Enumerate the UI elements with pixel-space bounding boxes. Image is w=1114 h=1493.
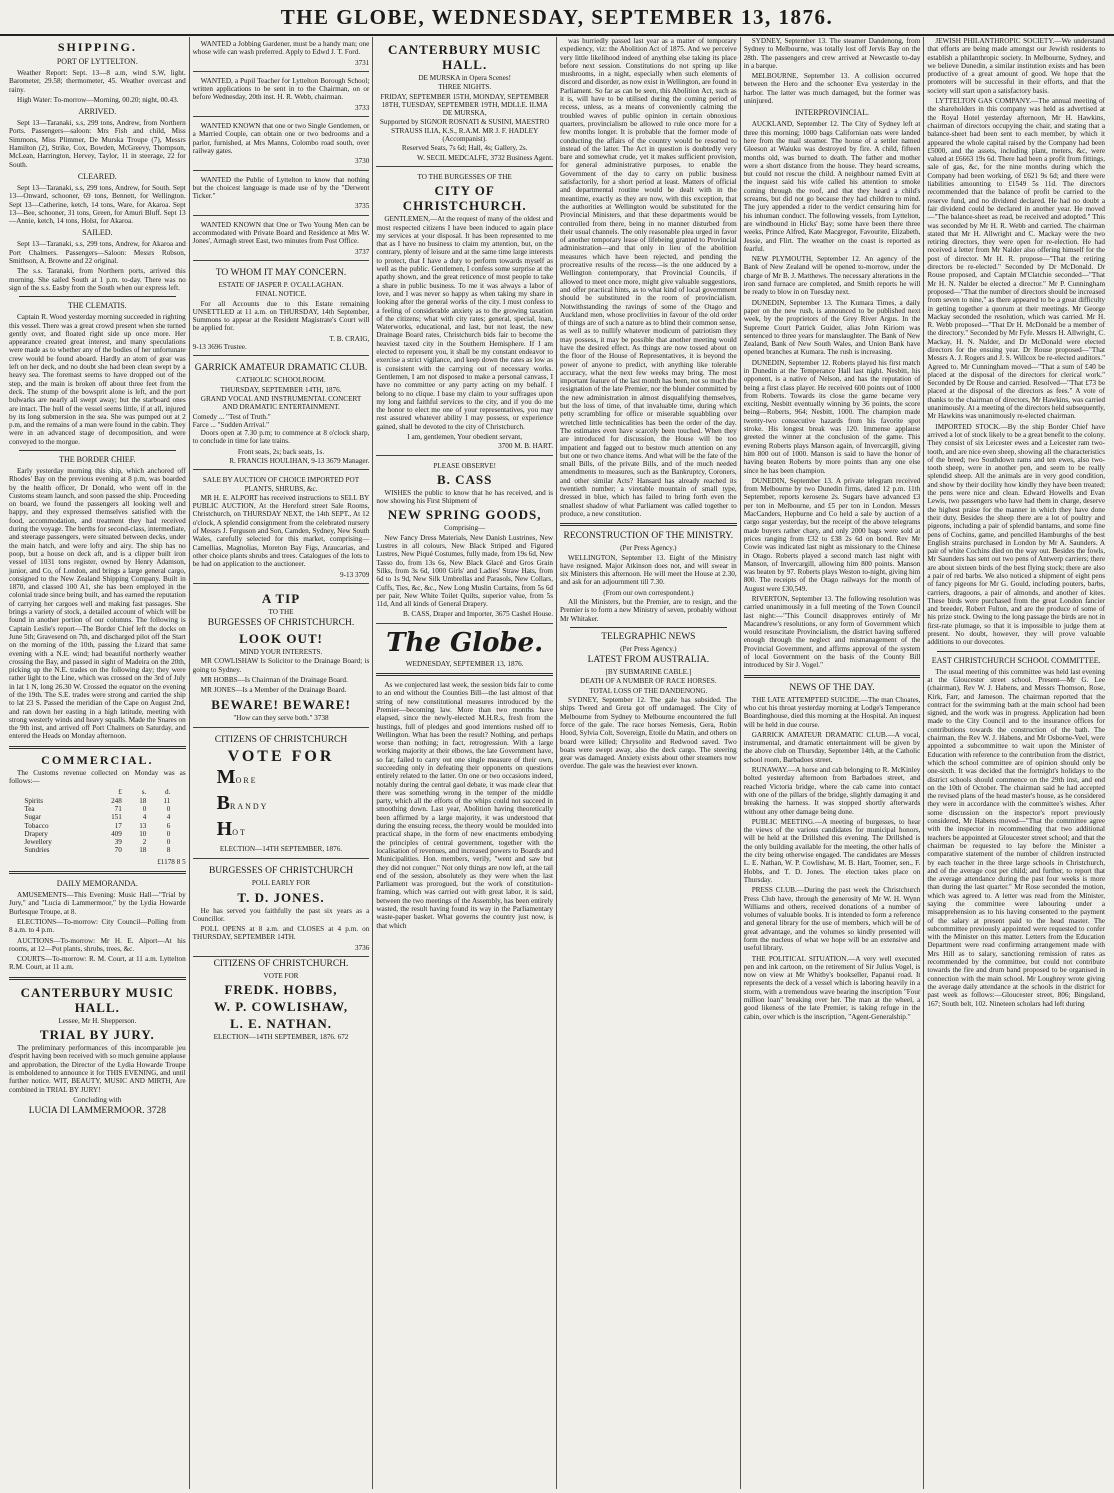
border-chief-heading: THE BORDER CHIEF. [59,454,136,464]
customs-total: £1178 8 5 [157,857,186,866]
loss-dandenong: TOTAL LOSS OF THE DANDENONG. [589,686,708,695]
row-pounds: 409 [111,829,122,838]
table-header-cell: s. [141,788,147,797]
row-pence: 0 [166,838,171,847]
auction-number: 9-13 3709 [339,570,370,579]
row-label: Jewellery [24,838,52,847]
vote-for: VOTE FOR [227,747,335,765]
sailed-text: Sept 13—Taranaki, s.s, 299 tons, Andrew, for Akaroa and Port Chalmers. Passengers—Saloon: Messrs Robson, Smithson, A. Browne and 22 original. [9,240,186,266]
arrived-text: Sept 13—Taranaki, s.s, 299 tons, Andrew, from Northern Ports. Passengers—saloon: Mrs Fish and child, Miss Simmons, Miss Plimmer, De Murska Troupe (7), Messrs Hamilton (2), Strike, Cox, Bowden, McGreevy, Thompson, McLean, Harrington, Hervey, Taylor, 11 in steerage, 22 for South. [9,119,186,169]
own-correspondent: (From our own correspondent.) [603,588,694,597]
sailed-heading: SAILED. [82,228,113,238]
polls-open: POLL OPENS at 8 a.m. and CLOSES at 4 p.m. on THURSDAY, SEPTEMBER 14TH. [192,925,370,942]
letter-close: I am, gentlemen, Your obedient servant, [407,432,523,441]
news-runaway: RUNAWAY.—A horse and cab belonging to R. McKinley bolted yesterday afternoon from Barbadoes street, and reached Victoria bridge, where the cab came into contact with one of the pillars of the bridge, slightly damaging it and breaking the harness. It was stopped shortly afterwards without any other damage being done. [743,766,921,816]
advert-estate [193,263,370,356]
column-4 [557,37,741,1489]
row-label: Tobacco [24,821,49,830]
latest-australia: LATEST FROM AUSTRALIA. [587,655,710,666]
advert-hart-letter [376,169,553,456]
memo-elections: ELECTIONS—To-morrow: City Council—Polling from 8 a.m. to 4 p.m. [9,917,186,935]
hall-seats: Reserved Seats, 7s 6d; Hall, 4s; Gallery, 2s. [401,144,528,153]
column-2 [190,37,374,1489]
tip-title: A TIP [261,590,301,606]
candidate-nathan: L. E. NATHAN. [230,1016,332,1032]
garrick-date: THURSDAY, SEPTEMBER 14TH, 1876. [220,385,342,394]
table-header-cell [22,788,91,796]
advert-tip [193,586,370,728]
acrostic-letter: H [216,817,233,840]
advert-text: WANTED KNOWN that One or Two Young Men can be accommodated with Private Board and Residence at Mrs W. Jones', Armagh street East, two minutes from Post Office. [192,220,370,246]
interprovincial-heading: INTERPROVINCIAL. [795,108,870,118]
tip-jones: MR JONES—Is a Member of the Drainage Board. [200,686,347,695]
hall-title: CANTERBURY MUSIC HALL. [387,42,542,72]
cass-sign: B. CASS, Draper and Importer, 3675 Cashel House. [402,610,554,619]
news-suicide: THE LATE ATTEMPTED SUICIDE.—The man Choates, who cut his throat yesterday morning at Lodge's Temperance Boardinghouse, died this morning at the Hospital. An inquest will be held in due course. [743,695,921,729]
shipping-note: The s.s. Taranaki, from Northern ports, arrived this morning. She sailed South at 1 p.m. to-day. There was no sign of the s.s. Easby from the South when our express left. [9,267,186,292]
cass-name: B. CASS [436,471,493,487]
letter-sign: 3700 M. B. HART. [498,442,554,451]
garrick-comedy: Comedy ... "Test of Truth." [192,412,271,421]
double-rule [744,675,921,678]
row-pounds: 71 [114,804,122,813]
newspaper-columns [6,37,1108,1489]
hall-support: Supported by SIGNOR ROSNATI & SUSINI, MAESTRO STRAUSS ILIA, K.S., R.A.M. MR J. F. HADLEY (Accompanist). [379,118,550,144]
hall-sub: DE MURSKA in Opera Scenes! [418,74,511,82]
acrostic-word: RANDY [230,801,269,811]
lookout: LOOK OUT! [239,631,323,647]
row-pounds: 151 [111,813,122,822]
row-shillings: 18 [139,796,147,805]
advert-gardener [193,37,370,72]
candidate-jones: T. D. JONES. [237,889,325,905]
hall-nights: THREE NIGHTS. [438,83,492,92]
masthead [0,0,1114,36]
table-row [22,822,172,830]
garrick-seats: Front seats, 2s; back seats, 1s. [237,447,325,456]
row-shillings: 4 [142,813,147,822]
advert-jones [193,861,370,957]
row-label: Sugar [24,813,42,822]
memo-courts: COURTS—To-morrow: R. M. Court, at 11 a.m. Lyttelton R.M. Court, at 11 a.m. [9,955,186,972]
acrostic-letter: M [216,765,236,788]
election-date: ELECTION—14TH SEPTEMBER, 1876. [219,844,343,853]
row-pence: 0 [166,829,171,838]
table-header-cell: £ [118,788,122,797]
cleared-text: Sept 13—Taranaki, s.s, 299 tons, Andrew, for South. Sept 13—Onward, schooner, 69 tons, Bennett, for Wellington. Sept 13—Catherine, ketch, 14 tons, Ware, for Akaroa. Sept 13—Bee, schooner, 31 tons, Green, for Amuri Bluff. Sept 13—Annie, ketch, 14 tons, Holst, for Akaroa. [9,183,186,226]
auction-title: SALE BY AUCTION OF CHOICE IMPORTED POT PLANTS, SHRUBS, &c. [202,476,360,493]
acrostic-letter: B [216,791,231,814]
row-pounds: 17 [114,821,122,830]
beware: BEWARE! BEWARE! [211,696,351,712]
leader-text: As we conjectured last week, the session bids fair to come to an end without the Counties Bill—the last almost of that string of new constitutional measures introduced by the Premier—becoming law. More than two months have elapsed, since the newly-elected M.H.R.s, fresh from the hustings, full of pledges and good intentions rushed off to Wellington. What has been the result? Nothing, and perhaps worse than nothing; in fact, retrogression. With a large working majority at their elbows, the late Government have, so far, failed to carry out one single measure of their own, succeeding only in defeating their opponents on questions entirely related to the latter. On one or two occasions indeed, notably during the central gaol debate, it was made clear that there was something wrong in the temper of the middle party, which all the efforts of the whips could not succeed in smoothing down. Last year, Abolition having theoretically been affirmed by a large majority, it was understood that during the ensuing recess, the theory would be moulded into practical shape, in the form of new enactments embodying the principles of central government, together with the localisation of revenues, and increased powers to Boards and Municipalities. Hon. members, verily, "went and saw but they did not conquer." Not only things are now left, at the tail end of the session, absolutely as they were when the last Parliament was prorogued, but the work of constitution-framing, which was carried out with great labor, it is said, between the two meetings of the Assembly, has been entirely wasted, the result having found its way in the Parliamentary waste-paper basket. What governs the country just now, is that which [376,681,554,930]
advert-board [193,218,370,261]
news-political: THE POLITICAL SITUATION.—A very well executed pen and ink cartoon, on the retirement of Sir Julius Vogel, is now on view at Mr Whitby's bookseller, Papanui road. It represents the deck of a vessel which is laboring heavily in a storm, with a tremendous wave bearing the inscription "Four million loan" breaking over her. The man at the wheel, a good likeness of the late Premier, is taking refuge in the cabin, over which is the inscription, "Agent-Generalship." [743,954,921,1021]
leader-continued: was hurriedly passed last year as a matter of temporary expediency, viz: the Abolition Act of 1875. And we perceive very little likelihood indeed of anything else taking its place before next session. Constitutions do not spring up like mushrooms, in a night, especially when such elements of discord and disorder, as now exist in Wellington, are found in Parliament. So far as can be seen, this Abolition Act, such as it is, will have to be utilised during the coming period of recess, unless, as a means of conveniently calming the troubled waves of public opinion in certain obnoxious quarters, provincialism be allowed to rule once more for a few months longer. It is probable that the former mode of conducting the affairs of the country would be resorted to instead of the latter. The Act in question is doubtedly very bare and somewhat crude, yet it makes sufficient provision, for general administrative purposes, to enable the Government of the day to carry on public business satisfactorily, for a short period at least. Matters of official and departmental routine would be dealt with in the meantime, exactly as they are now, with this exception, that the authorities at Wellington would be substituted for the Provincial Ministers, and that these departments would be controlled from there, being in no manner disturbed from their usual channels. The only reasonable plea urged in favor of another temporary lease of lifebeing granted to Provincial administration—and that only in lieu of the abolition measures which have been rejected, and pending the procreative results of the recess—is the one adduced by a Wellington contemporary, that Provincial Councils, if allowed to meet once more, might give valuable suggestions, and offer practical hints, as to what kind of local government should be substituted in the room of provincialism. Notwithstanding the ravings of some of the Otago and Auckland men, whose proclivities in favour of the old order of things are of such a nature as to blind their common sense, as well as to nullify whatever modicum of patriotism they may possess, it may be possible that another meeting would have the desired effect. As things are now tossed about on the floor of the House of Representatives, it is beyond the power of anyone to predict, with anything like tolerable accuracy, what the next few weeks may bring. The most important feature of the last month has been, not so much the resignation of the late Premier, nor the blunder committed by the new administration in almost disqualifying themselves, but the loss of time, of that invaluable time, during which petty scrambling for office or miserable squabbling over wretched little technicalities has been the order of the day. The estimates even have scarcely been touched. When they are introduced for discussion, the House will be too impatient and fagged out to bestow much attention on any but one or two chance items. And what will be the fate of the small Bills, of the private Bills, and of the much needed amendments to measures, such as the Bankruptcy, Coroners, and other similar Acts? Hansard has already reached its twentieth number; a viretable mountain of small type, dressed in blue, which has failed to bring forth even the smallest shadow of what Parliament was called together to produce, a new constitution. [560,37,737,518]
column-6 [924,37,1108,1489]
advert-de-murska [376,37,553,167]
garrick-place: CATHOLIC SCHOOLROOM. [236,376,326,385]
row-shillings: 13 [139,821,147,830]
school-committee-text: The usual meeting of this committee was held last evening at the Gloucester street school. Present—Mr G. Lee (chairman), Rev W. J. Habens, and Messrs Thomson, Rose, Kirk, Farr, and Jameson. The chairman reported that the contract for the swimming bath at the main school had been signed, and the work was in progress. Application had been made to the City Council and to the insurance offices for contributions towards the construction of the bath. The chairman, the Rev W. J. Habens, and Mr Osborne-Veel, were appointed a subcommittee to wait upon the Minister of Education with reference to the contribution from the district, which the school committee are of opinion should only be one-sixth. It was decided that the fortnight's holidays to the district schools should commence on the 29th inst, and end on the 10th of October. The chairman said he had accepted the revised plans of the head master's house, as he considered they were in accordance with the committee's wishes. After some discussion on the inspector's report previously considered, Mr Habens moved—"That the committee agree with the inspector in recommending that two additional teachers be appointed at Gloucester street school; and that the chairman be requested to lay before the Minister a comparative statement of the number of children instructed by each teacher in the three large schools in Christchurch, and of the average cost per child; and further, to report that the average attendance during the past four weeks is more than during the last quarter." Mr Rose seconded the motion, which was agreed to. A letter was read from the Minister, saying the committee were labouring under a misapprehension as to his having consented to the payment of the salary at present paid to the head master. The subcommittee previously appointed were requested to confer with the Minister on this matter. Letters from the Education Department were read confirming arrangement made with Mrs Hill as to salary, sanctioning remission of rates as recommended by the committee, but could not contribute towards the fire and drum band proposed to be organised in connection with the main school. Mr Loughrey wrote giving the average daily attendance at the schools in the district for past week as follows:—Gloucester street, 806; Bingsland, 167; South belt, 102. Nineteen scholars had left during [927,667,1106,1008]
globe-title: The Globe. [386,627,544,658]
advert-number: 3737 [354,247,370,256]
estate-name: ESTATE OF JASPER P. O'CALLAGHAN. [218,280,344,289]
row-pounds: 70 [114,846,122,855]
music-hall-lessee: Lessee, Mr H. Shepperson. [58,1016,137,1025]
goods-list: New Fancy Dress Materials, New Danish Lustrines, New Lustres in all colours, New Black Striped and Figured Lustres, New Piqué Costumes, fully made, from 19s 6d, New Tasso do, from 13s 6s, New Black Glacé and Gros Grain Silks, from 3s 6d, 1000 Girls' and Ladies' Straw Hats, from 6d to 1s 9d, New Silk Umbrellas and Parasols, New Collars, Cuffs, Ties, &c, &c., New Long Muslin Curtains, from 5s 6d per pair, New White Toilet Quilts, superior value, from 5s 11d, And all kinds of General Drapery. [376,533,554,609]
row-shillings: 10 [139,829,147,838]
divider [937,651,1095,652]
clematis-text: Captain R. Wood yesterday morning succeeded in righting this vessel. There was a great crowd present when she turned gently over, and floated right side up once more. Her appearance created great interest, and many speculations were made as to whether any of the bodies of her unfortunate crew would be found aboard. Hardly an atom of gear was left on her deck, and no doubt she had been clean swept by a heavy sea. The foremast seems to have dropped out of the step, and the main is broken off about three feet from the deck. The stump of the bowsprit alone is left, and the port bulwarks are nearly all swept away; but the starboard ones are intact. The hull of the vessel seems little, if at all, injured by its long submersion in the sea. She was pumped out at 2 p.m, and the remains of a man were found in the cabin. They were in an advanced stage of decomposition, and were conveyed to the morgue. [9,313,186,446]
table-row [22,813,172,821]
submarine-cable: [BY SUBMARINE CABLE.] [605,668,692,677]
advert-text: WANTED a Jobbing Gardener, must be a handy man; one whose wife can wash preferred. Apply to Edwd J. T. Ford. [192,40,370,57]
burgesses-heading: BURGESSES OF CHRISTCHURCH [208,866,354,877]
row-label: Spirits [24,796,44,805]
hall-dates: FRIDAY, SEPTEMBER 15TH, MONDAY, SEPTEMBER 18TH, TUESDAY, SEPTEMBER 19TH, MDLLE. ILMA DE MURSKA, [380,92,549,118]
advert-text: WANTED, a Pupil Teacher for Lyttelton Borough School; written applications to be sent in to the Chairman, on or before Wednesday, 20th inst. H. R. Webb, chairman. [192,76,370,102]
advert-number: 3733 [354,103,370,112]
memo-amusements: AMUSEMENTS—This Evening: Music Hall—"Trial by Jury," and "Lucia di Lammermoor," by the Lydia Howarde Burlesque Troupe, at 8. [9,891,186,916]
estate-foot: 9-13 3696 Trustee. [192,343,247,352]
double-rule [376,673,553,676]
tip-cowlishaw: MR COWLISHAW Is Solicitor to the Drainage Board; is going to Sydney. [192,657,370,674]
table-row [22,830,172,838]
border-chief-text: Early yesterday morning this ship, which anchored off Rhodes' Bay on the previous evening at 8 p.m, was boarded by the health officer, Dr Donald, who went off in the Customs steam launch, and soon passed the ship. Proceeding on board, we found the passengers all looking well and happy, and they expressed themselves satisfied with the food, accommodation, and treatment they had received during the voyage. The berths for second-class, intermediate, and steerage passengers, were situated between decks, under the main hatch, and were lofty and airy. The ship has no poop, but a house on deck aft, and is a clipper built iron vessel of 1031 tons register, owned by Henry Adamson, junior, and Co, of London, and brings a large general cargo, consigned to the New Zealand Shipping Company. Built in 1870, and classed 100 A1, she has been employed in the colonial trade since being built, and has earned the reputation of carrying her cargoes well and making fast passages. She brings a variety of stock, a detailed account of which will be found in another portion of our columns. The following is Captain Leslie's report—The Border Chief left the docks on June 5th; Gravesend on 7th, and discharged pilot off the Start on the morning of the 10th, passing the Lizard that same evening with a N.E. wind; had beautiful northerly weather crossing the Bay, and passed in sight of Madeira on the 20th, picking up the N.E. trades on the following day; they were rather light to the Line, which was crossed on the 3rd of July in lat 1 N, long 26.30 W. Crossed the equator on the evening of the 19th. The S.E. trades were strong and carried the ship to lat 23 S. Passed the meridian of the Cape on August 2nd, and ran down her easting in a high latitude, meeting with strong westerly winds and heavy squalls. Made the Snares on the 9th inst, and arrived off Port Chalmers on Saturday, and entered the Heads on Monday afternoon. [9,466,186,741]
table-header-cell: d. [164,788,171,797]
advert-bedrooms [193,119,370,170]
letter-body: GENTLEMEN,—At the request of many of the oldest and most respected citizens I have been induced to again place my services at your disposal. It has been represented to me that as I have no business to claim my attention, but, on the contrary, plenty of leisure and at the same time large interests to protect, that I have a duty to perform towards myself as well as the public. Gentlemen, I confess some surprise at the apathy shown, and the great reticence of most people to take a share in public business. To me it was always a labor of love, and I was never so happy as when taking my share in looking after the general works of the city. I must confess to a feeling of considerable anxiety as to the growing taxation of the citizens; what with city rates; general, special, loan, Waterworks, educational, and last, but not least, the new Drainage Board rates, Christchurch bids fair to become the heaviest taxed city in the Southern Hemisphere. If I am elected to represent you, it shall be my constant endeavor to exercise a strict vigilance, and keep down the rates as low as is consistent with the carrying out of necessary works. Gentlemen, I am not disposed to make a personal canvass, I have no committee or any party acting on my behalf. I belong to no clique. I base my claim to your suffrages upon my long and faithful services to the city, and if you do me the honor to elect me one of your representatives, you may rest assured whatever ability I may possess, or experience gained, shall be devoted to the city of Christchurch. [376,215,554,431]
telegram-auckland: AUCKLAND, September 12. The City of Sydney left at three this morning; 1000 bags Californian oats were landed here from the mail steamer. The house of a settler named Gleeson at Waiuku was destroyed by fire. A child, fifteen months old, was burned to death. The father and mother were a short distance from the house. They heard screams, but could not rescue the child. A neighbour named Evitt at the inquest said his wife called his attention to smoke coming through the roof, and that they heard a child's screams, but did not go because they had children to mind. The jury appended a rider to the verdict censuring him for his inhuman conduct. The following vessels, from Lyttelton, are windbound in Hicks' Bay; some have been there three weeks, Prince Alfred, Kate Macgregor, Favourite, Elizabeth, Jessie, and Flirt. The weather on the coast is reported as fearful. [743,120,921,253]
trial-by-jury-title: TRIAL BY JURY. [39,1027,155,1043]
election-date-2: ELECTION—14TH SEPTEMBER, 1876. 672 [213,1033,349,1042]
garrick-doors: Doors open at 7.30 p.m; to commence at 8 o'clock sharp, to conclude in time for late trains. [192,429,370,446]
row-pence: 6 [166,821,171,830]
advert-cass [376,458,553,624]
row-shillings: 0 [142,804,147,813]
double-rule [560,523,737,526]
double-rule [9,746,186,749]
arrived-heading: ARRIVED. [78,107,117,117]
advert-number: 3730 [354,157,370,166]
masthead-title: THE GLOBE, WEDNESDAY, SEPTEMBER 13, 1876. [280,5,834,29]
garrick-title: GARRICK AMATEUR DRAMATIC CLUB. [194,363,368,374]
garrick-farce: Farce ... "Sudden Arrival." [192,420,269,429]
acrostic-word: ORE [235,775,258,785]
news-imported-stock: IMPORTED STOCK.—By the ship Border Chief have arrived a lot of stock likely to be a great benefit to the colony. They consist of six Leicester ewes and a Leicester ram two-tooth, and are nice even sheep, showing all the characteristics of the breed; two Southdown rams and ten ewes, also two-tooth sheep, were in another pen, and seem to be really splendid sheep. All the animals are in very good condition, and show by their docility how kindly they have been treated; the pens were nice and clean. Edward Howells and Evan Lewis, two passengers who have had them in charge, deserve the highest praise for the manner in which they have done their duty. Besides the sheep there are a lot of poultry and pigeons, including a pair of splendid bantams, and some fine pens of Cochins, game, and pencilled Hamburghs of the best English strains purchased in London by Mr A. Saunders. A pair of white Cochins died on the way out. Besides the fowls, Mr Saunders has sent out two pens of Antwerp carriers; there are about sixteen birds of the best flying stock; there are also a pair of red barbs. We also noticed a shipment of eight pens of fancy pigeons for Mr G. Gould, including pouters, barbs, carriers, dragoons, a pair of almonds, and another of kites. These birds were purchased from the great London fancier and breeder, Robert Fulton, and are the produce of some of his prize stock. Owing to the long passage the birds are not in first-rate plumage, so that it is impossible to judge them at present. No doubt, however, they will prove valuable additions to our dovecotes. [927,422,1106,647]
please-observe: PLEASE OBSERVE! [433,461,497,470]
advert-garrick [193,358,370,470]
jones-number: 3736 [354,943,370,952]
row-pence: 11 [163,796,171,805]
hall-sign: W. SECIL MEDCALFE, 3732 Business Agent. [416,153,554,162]
divider [570,627,727,628]
advert-number: 3731 [354,58,370,67]
telegram-riverton: RIVERTON, September 13. The following resolution was carried unanimously in a full meeting of the Town Council last night:—"This Council disapproves entirely of Mr Macandrew's resolutions, or any form of Government which would resuscitate Provincialism, the district having suffered enough through the neglect and mismanagement of the Provincial Government, and affirms approval of the system of local Government on the basis of the County Bill introduced by Sir J. Vogel." [743,595,921,670]
poll-early: POLL EARLY FOR [251,879,311,888]
advert-derwent [193,173,370,216]
auction-body: MR H. E. ALPORT has received instructions to SELL BY PUBLIC AUCTION, At the Hereford street Sale Rooms, Christchurch, on THURSDAY NEXT, the 14th SEPT., At 12 o'clock, A splendid consignment from the celebrated nursery of Messrs J. Ferguson and Son, Camden, Sydney, New South Wales, carefully selected for this market, comprising— Camellias, Magnolias, Moreton Bay Figs, Araucarias, and other choice plants shrubs and trees. Catalogues of the lots to be had on application to the auctioneer. [192,493,370,569]
news-garrick: GARRICK AMATEUR DRAMATIC CLUB.—A vocal, instrumental, and dramatic entertainment will be given by the above club on Thursday, September 14th, at the Catholic school room, Barbadoes street. [743,730,921,764]
row-shillings: 18 [139,846,147,855]
estate-sign: T. B. CRAIG, [329,334,370,343]
row-pounds: 39 [114,838,122,847]
column-3 [373,37,557,1489]
garrick-sign: R. FRANCIS HOULIHAN, 9-13 3679 Manager. [229,456,370,465]
estate-title: TO WHOM IT MAY CONCERN. [215,267,347,278]
customs-table [22,788,172,854]
row-pence: 8 [166,846,171,855]
sydney-report: SYDNEY, September 12. The gale has subsided. The ships Tweed and Greta got off undamaged. The City of Melbourne from Sydney to Melbourne encountered the full force of the gale. The race horses Nemesis, Gera, Robin Hood, Sylvia Colt, Sovereign, Etoile du Matin, and others on board were killed; Chrysolite and Redwood saved. Two boats were swept away, also the deck cargo. The steering gear was damaged. Anxiety exists about other steamers now overdue. The gale was the heaviest ever known. [560,696,737,771]
death-race-horses: DEATH OF A NUMBER OF RACE HORSES. [580,677,717,686]
spring-goods: NEW SPRING GOODS, [387,507,542,523]
table-row [22,838,172,846]
reconstruction-2: All the Ministers, but the Premier, are to resign, and the Premier is to form a new Ministry of seven, probably without Mr Whitaker. [560,598,737,623]
candidate-cowlishaw: W. P. COWLISHAW, [213,999,349,1015]
acrostic-hot [193,818,370,844]
press-agency: (Per Press Agency.) [620,544,677,553]
clematis-heading: THE CLEMATIS. [68,301,127,311]
advert-auction [193,472,370,584]
table-row [22,846,172,854]
tip-hobbs: MR HOBBS—Is Chairman of the Drainage Board. [200,676,348,685]
divider [19,450,176,451]
double-rule [9,977,186,980]
double-rule [9,871,186,874]
advert-number: 3735 [354,202,370,211]
weather-report: Weather Report: Sept. 13—8 a.m, wind S.W, light. Barometer, 29.58; thermometer, 45. Weather overcast and rainy. [9,69,186,94]
reconstruction-1: WELLINGTON, September 13. Eight of the Ministry have resigned. Major Atkinson does not, and will swear in six Ministers this afternoon. He will meet the House at 2.30, and ask for an adjournment till 7.30. [560,553,737,587]
column-1 [6,37,190,1489]
table-header [22,788,172,796]
table-row [22,805,172,813]
news-gas-company: LYTTELTON GAS COMPANY.—The annual meeting of the shareholders in this company was held as advertised at the Royal Hotel yesterday afternoon, Mr H. Hawkins, chairman of directors occupying the chair, and stating that a balance-sheet had been sent to each member, by which it appeared the whole capital raised by the Company had been £5000, and the assets, including plant, meters, &c, were valued at £6663 19s 6d. There had been a profit from fittings, sale of gas, &c, for the nine months during which the Company had been working, of £621 9s 6d; and there were liabilities amounting to £1549 5s 11d. The directors recommended that the balance of profit be carried to the reserve fund, and no dividend declared. He had no doubt a fair dividend could be declared in another year. He moved—"The balance-sheet as read, be received and adopted." This was seconded by Mr H. R. Webb and carried. The chairman stated that Mr H. Allwright and C. Mackay were the two retiring directors, they were open for re-election. He had received a letter from Mr Nalder also offering himself for the post of director. Mr H. R. propose—"That the retiring directors be re-elected." Seconded by Dr McDonald. Dr Rouse proposed, and Captain M'Clatchie seconded—"That Mr H. N. Nalder be elected a director." Mr P. Cunningham proposed—"That the number of directors should be increased from seven to nine," as there appeared to be a great difficulty in getting together a quorum at their meetings. Mr George Mackay seconded the resolution, which was carried. Mr H. R. Webb proposed—"That Dr H. McDonald be a member of the directory." Seconded by Mr Fyfe. Messrs H. Allwright, C. Mackay, H. N. Nalder, and Dr McDonald were elected directors for the ensuing year. Dr Rouse proposed—"That Messrs A. J. Rogers and J. S. Willcox be re-elected auditors." Agreed to. Mr Cunningham moved—"That a sum of £40 be placed at the disposal of the directors for clerical work." Seconded by Dr Rouse and carried. Resolved—"That £73 be placed at the disposal of the directors as fees." A vote of thanks to the chairman of directors, Mr Hawkins, was carried unanimously. At a meeting of the directors held subsequently, Mr Hawkins was unanimously re-elected chairman. [927,97,1106,421]
mind-interests: MIND YOUR INTERESTS. [239,648,323,657]
advert-text: WANTED the Public of Lyttelton to know that nothing but the choicest language is made use of by the "Derwent Ticker." [192,175,370,201]
telegram-sydney: SYDNEY, September 13. The steamer Dandenong, from Sydney to Melbourne, was totally lost off Jervis Bay on the 28th. The passengers and crew arrived at Newcastle to-day in a barque. [743,37,921,70]
row-shillings: 2 [142,838,147,847]
tip-to: TO THE [268,607,294,616]
burgesses-to: TO THE BURGESSES OF THE [417,172,512,181]
memo-auctions: AUCTIONS—To-morrow: Mr H. E. Alport—At his rooms, at 12—Pot plants, shrubs, trees, &c. [9,936,186,953]
telegram-melbourne: MELBOURNE, September 13. A collision occurred between the Hero and the schooner Eva yesterday in the harbor. The latter was much damaged, but the former was uninjured. [743,72,921,106]
row-label: Sundries [24,846,50,855]
citizens-heading-2: CITIZENS OF CHRISTCHURCH. [213,959,349,969]
reconstruction-heading: RECONSTRUCTION OF THE MINISTRY. [563,531,734,542]
estate-final: FINAL NOTICE. [255,290,307,299]
acrostic-more [193,766,370,792]
tip-burgesses: BURGESSES OF CHRISTCHURCH. [207,618,355,629]
memoranda-heading: DAILY MEMORANDA. [56,879,138,889]
concluding-with: Concluding with [73,1095,122,1104]
telegram-dunedin-1: DUNEDIN, September 13. The Kumara Times, a daily paper on the new rush, is announced to be published next week, by the proprietors of the Grey River Argus. In the Supreme Court Patrick Guider, alias John Kiriom was sentenced to three years for manslaughter. The Bank of New Zealand, Bank of New South Wales, and Union Bank have opened branches at Kumara. The rush is increasing. [743,298,921,357]
city-title: CITY OF CHRISTCHURCH. [402,183,527,214]
serve-both: "How can they serve both." 3738 [233,713,329,722]
row-pounds: 248 [111,796,122,805]
school-committee-heading: EAST CHRISTCHURCH SCHOOL COMMITTEE. [931,655,1101,665]
lucia-title: LUCIA DI LAMMERMOOR. 3728 [28,1106,166,1117]
candidate-hobbs: FREDK. HOBBS, [224,982,338,998]
row-pence: 4 [166,813,171,822]
customs-intro: The Customs revenue collected on Monday was as follows:— [9,768,186,786]
telegraphic-heading: TELEGRAPHIC NEWS [601,631,696,642]
high-water: High Water: To-morrow—Morning, 00.20; night, 00.43. [17,95,179,104]
citizens-heading: CITIZENS OF CHRISTCHURCH [214,734,348,745]
garrick-bill: GRAND VOCAL AND INSTRUMENTAL CONCERT AND DRAMATIC ENTERTAINMENT. [200,394,362,412]
press-agency-2: (Per Press Agency.) [620,644,677,653]
news-public-meeting: PUBLIC MEETING.—A meeting of burgesses, to hear the views of the various candidates for municipal honors, will be held at the Drillshed this evening. The Drillshed is the only building available for the meeting, the other halls of the city being otherwise engaged. The candidates are Messrs L. E. Nathan, W. P. Cowlishaw, M. B. Hart, Toomer, sen., F. Hobbs, and T. D. Jones. The election takes place on Thursday. [743,817,921,884]
news-jewish-society: JEWISH PHILANTHROPIC SOCIETY.—We understand that efforts are being made amongst our Jewish residents to establish a philanthropic society. In Melbourne, Sydney, and we believe Dunedin, a similar institution exists and has been productive of a great amount of good. We hope that the promoters will be successful in their efforts, and that the society will start upon a satisfactory basis. [927,37,1106,95]
jones-body: He has served you faithfully the past six years as a Councillor. [192,906,370,923]
news-of-the-day-heading: NEWS OF THE DAY. [789,682,875,693]
telegram-dunedin-3: DUNEDIN, September 13. A private telegram received from Melbourne by two Dunedin firms, dated 12 p.m. 11th September, reports kerosene 2s. Sugars have advanced £3 per ton in Melbourne, and £5 per ton in London. Messrs MacCanders, Hepburne and Co held a sale by auction of a cargo sugar yesterday, but the receipt of the above telegrams made buyers rather chary, and only 2000 bags were sold at prices ranging from £32 to £38 2s 6d on bond. Rev Mr Cowie was indicated last night as missionary to the Chinese in Otago. Roberts played a second match last night with Manson, of Invercargill, allowing him 800 points. Manson was beaten by 97. Roberts plays Weston to-night, giving him 800. The receipts of the Otago railways for the month of August were £30,549. [743,476,921,593]
news-press-club: PRESS CLUB.—During the past week the Christchurch Press Club have, through the generosity of Mr W. H. Wynn Williams and others, received donations of a number of volumes of valuable books. It is intended to form a reference and general library for the use of members, which will be of great advantage, and the volumes so kindly presented will form the nucleus of what we hope will be an extensive and useful library. [743,886,921,953]
commercial-heading: COMMERCIAL. [41,752,154,767]
cass-body: WISHES the public to know that he has received, and is now showing his First Shipment of [376,488,554,506]
divider [19,296,176,297]
telegram-new-plymouth: NEW PLYMOUTH, September 12. An agency of the Bank of New Zealand will be opened to-morrow, under the charge of Mr B. J. Matthews. The necessary alterations in the iron sand furnace are completed, and Smith reports he will be ready to blow in on Tuesday next. [743,255,921,297]
advert-text: WANTED KNOWN that one or two Single Gentlemen, or a Married Couple, can obtain one or two bedrooms and a parlor, furnished, at Mrs Manns, Colombo road south, over railway gates. [192,122,370,155]
table-row [22,797,172,805]
acrostic-brandy [193,792,370,818]
acrostic-word: OT [232,827,247,837]
row-pence: 0 [166,804,171,813]
advert-pupil-teacher [193,74,370,117]
leader-date: WEDNESDAY, SEPTEMBER 13, 1876. [405,659,524,668]
cleared-heading: CLEARED. [77,171,117,181]
estate-body: For all Accounts due to this Estate remaining UNSETTLED at 11 a.m. on THURSDAY, 14th September, Summons to appear at the Resident Magistrate's Court will be applied for. [192,299,370,333]
row-label: Tea [24,804,35,813]
row-label: Drapery [24,829,48,838]
music-hall-title: CANTERBURY MUSIC HALL. [20,984,175,1015]
port-heading: PORT OF LYTTELTON. [56,57,138,66]
advert-hobbs-ticket [193,959,370,1042]
column-5 [741,37,925,1489]
shipping-heading: SHIPPING. [57,40,137,54]
music-hall-body: The preliminary performances of this incomparable jeu d'esprit having been received with so much genuine applause and approbation, the Director of the Lydia Howarde Troupe is emboldened to announce it for THIS EVENING, and until further notice. WIT, BEAUTY, MUSIC AND MIRTH, Are combined in TRIAL BY JURY! [9,1044,186,1094]
vote-for-2: VOTE FOR [263,972,299,980]
telegram-dunedin-2: DUNEDIN, September 12. Roberts played his first match in Dunedin at the Temperance Hall last night. Nesbitt, his opponent, is a native of Nelson, and has the reputation of being a first class player. He received 600 points out of 1000 from Roberts. Towards its close the game became very exciting, Nesbitt eventually winning by 36 points, the score being—Roberts, 964; Nesbitt, 1000. The champion made twenty-two consecutive hazards from his favorite spot stroke. His longest break was 120. Immense applause greeted the winner at the conclusion of the game. This evening Roberts plays Manson again, of Invercargill, giving him 800 out of 1000. Manson is said to have the honor of having beaten Roberts by more points than any one else since he has been champion. [743,358,921,475]
advert-vote-mbh [193,730,370,859]
comprising: Comprising— [444,524,486,533]
